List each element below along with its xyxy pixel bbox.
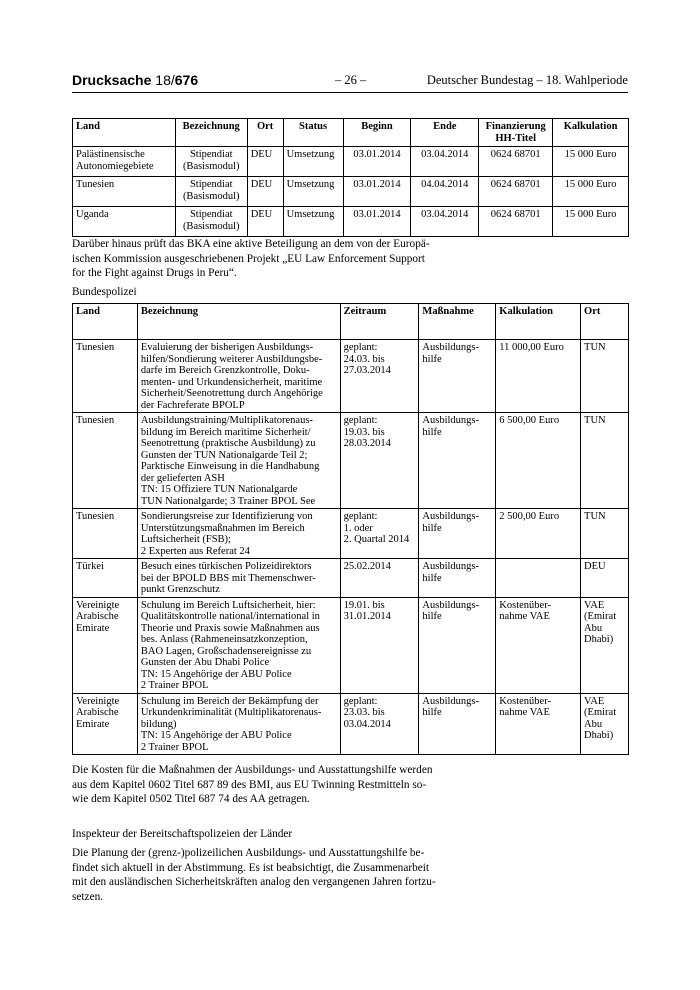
table-row bbox=[73, 413, 629, 509]
table-cell: 0624 68701 bbox=[479, 177, 553, 207]
table-cell: geplant: 19.03. bis 28.03.2014 bbox=[340, 413, 419, 509]
table-header-row bbox=[73, 304, 629, 340]
table-cell: geplant: 24.03. bis 27.03.2014 bbox=[340, 340, 419, 413]
table-cell: Sondierungsreise zur Identifizierung von Unterstützungsmaßnahmen im Bereich Luftsicherheit (FSB); 2 Experten aus Referat 24 bbox=[137, 509, 340, 559]
paragraph-planning: Die Planung der (grenz-)polizeilichen Ausbildungs- und Ausstattungshilfe be- findet sich aktuell in der Abstimmung. Es ist beabsichtigt, die Zusammenarbeit mit den ausländischen Sicherheitskräften analog den vergangenen Jahren fortzu- setzen. bbox=[72, 847, 436, 903]
publisher-line: Deutscher Bundestag – 18. Wahlperiode bbox=[426, 73, 628, 87]
column-header: Ort bbox=[581, 304, 629, 340]
table-cell: 03.01.2014 bbox=[343, 177, 411, 207]
table-cell: Vereinigte Arabische Emirate bbox=[73, 693, 138, 755]
table-cell: Ausbildungs- hilfe bbox=[419, 597, 496, 693]
table-cell: Kostenüber- nahme VAE bbox=[496, 597, 581, 693]
table-cell: Schulung im Bereich Luftsicherheit, hier: Qualitätskontrolle national/international in Theorie und Praxis sowie Maßnahmen aus bes. Anlass (Rahmeneinsatzkonzeption, BAO Lagen, Großschadensereignisse zu Gunsten der Abu Dhabi Police TN: 15 Angehörige der ABU Police 2 Trainer BPOL bbox=[137, 597, 340, 693]
table-cell: Ausbildungs- hilfe bbox=[419, 693, 496, 755]
table-cell: 6 500,00 Euro bbox=[496, 413, 581, 509]
table-cell: 11 000,00 Euro bbox=[496, 340, 581, 413]
table-cell: geplant: 23.03. bis 03.04.2014 bbox=[340, 693, 419, 755]
table-row bbox=[73, 147, 629, 177]
table-cell: DEU bbox=[247, 147, 283, 177]
table-cell: 15 000 Euro bbox=[553, 177, 629, 207]
column-header: Finanzierung HH-Titel bbox=[479, 119, 553, 147]
table-cell: Tunesien bbox=[73, 340, 138, 413]
table-cell: 2 500,00 Euro bbox=[496, 509, 581, 559]
table-cell: DEU bbox=[581, 559, 629, 598]
column-header: Status bbox=[283, 119, 343, 147]
table-cell: Stipendiat (Basismodul) bbox=[175, 177, 247, 207]
table-cell: Ausbildungs- hilfe bbox=[419, 340, 496, 413]
column-header: Kalkulation bbox=[496, 304, 581, 340]
table-row bbox=[73, 177, 629, 207]
table-cell: Tunesien bbox=[73, 509, 138, 559]
table-cell: 15 000 Euro bbox=[553, 147, 629, 177]
table-cell: Ausbildungstraining/Multiplikatorenaus- bildung im Bereich maritime Sicherheit/ Seenotrettung (praktische Ausbildung) zu Gunsten der TUN Nationalgarde Teil 2; Parktische Einweisung in die Handhabung der gelieferten ASH TN: 15 Offiziere TUN Nationalgarde TUN Nationalgarde; 3 Trainer BPOL See bbox=[137, 413, 340, 509]
column-header: Land bbox=[73, 304, 138, 340]
column-header: Bezeichnung bbox=[137, 304, 340, 340]
column-header: Maßnahme bbox=[419, 304, 496, 340]
table-cell: Schulung im Bereich der Bekämpfung der Urkundenkriminalität (Multiplikatorenaus- bildung) TN: 15 Angehörige der ABU Police 2 Trainer BPOL bbox=[137, 693, 340, 755]
column-header: Zeitraum bbox=[340, 304, 419, 340]
table-cell: 03.01.2014 bbox=[343, 147, 411, 177]
column-header: Ende bbox=[411, 119, 479, 147]
table-row bbox=[73, 340, 629, 413]
table-cell: Tunesien bbox=[73, 413, 138, 509]
table-cell: 03.04.2014 bbox=[411, 207, 479, 237]
page-number: – 26 – bbox=[335, 73, 367, 87]
table-cell: 0624 68701 bbox=[479, 207, 553, 237]
column-header: Beginn bbox=[343, 119, 411, 147]
table-cell: Uganda bbox=[73, 207, 176, 237]
table-cell: Stipendiat (Basismodul) bbox=[175, 147, 247, 177]
table-cell: Vereinigte Arabische Emirate bbox=[73, 597, 138, 693]
table-cell: TUN bbox=[581, 413, 629, 509]
table-cell: Besuch eines türkischen Polizeidirektors bei der BPOLD BBS mit Themenschwer- punkt Grenzschutz bbox=[137, 559, 340, 598]
paragraph-bka: Darüber hinaus prüft das BKA eine aktive Beteiligung an dem von der Europä- ischen Kommission ausgeschriebenen Projekt „EU Law Enforcement Support for the Fight against Drugs in Peru“. bbox=[72, 238, 430, 279]
table-row bbox=[73, 509, 629, 559]
table-cell: 19.01. bis 31.01.2014 bbox=[340, 597, 419, 693]
table-cell: Stipendiat (Basismodul) bbox=[175, 207, 247, 237]
table-cell: 04.04.2014 bbox=[411, 177, 479, 207]
table-cell bbox=[496, 559, 581, 598]
paragraph-costs: Die Kosten für die Maßnahmen der Ausbildungs- und Ausstattungshilfe werden aus dem Kapitel 0602 Titel 687 89 des BMI, aus EU Twinning Restmitteln so- wie dem Kapitel 0502 Titel 687 74 des AA getragen. bbox=[72, 764, 433, 805]
column-header: Bezeichnung bbox=[175, 119, 247, 147]
table-cell: Kostenüber- nahme VAE bbox=[496, 693, 581, 755]
table-cell: DEU bbox=[247, 207, 283, 237]
section-heading-bundespolizei: Bundespolizei bbox=[72, 286, 137, 298]
table-cell: geplant: 1. oder 2. Quartal 2014 bbox=[340, 509, 419, 559]
table-cell: TUN bbox=[581, 340, 629, 413]
table-row bbox=[73, 693, 629, 755]
table-cell: Evaluierung der bisherigen Ausbildungs- hilfen/Sondierung weiterer Ausbildungsbe- darfe im Bereich Grenzkontrolle, Doku- menten- und Urkundensicherheit, maritime Sicherheit/Seenotrettung durch Angehörige der Fachreferate BPOLP bbox=[137, 340, 340, 413]
table-cell: DEU bbox=[247, 177, 283, 207]
table-cell: Umsetzung bbox=[283, 147, 343, 177]
column-header: Ort bbox=[247, 119, 283, 147]
table-cell: Ausbildungs- hilfe bbox=[419, 509, 496, 559]
section-heading-inspekteur: Inspekteur der Bereitschaftspolizeien der Länder bbox=[72, 828, 293, 840]
column-header: Kalkulation bbox=[553, 119, 629, 147]
column-header: Land bbox=[73, 119, 176, 147]
table-cell: Ausbildungs- hilfe bbox=[419, 559, 496, 598]
table-cell: TUN bbox=[581, 509, 629, 559]
table-cell: Palästinensische Autonomiegebiete bbox=[73, 147, 176, 177]
table-row bbox=[73, 559, 629, 598]
table-cell: Tunesien bbox=[73, 177, 176, 207]
table-cell: 15 000 Euro bbox=[553, 207, 629, 237]
table-cell: VAE (Emirat Abu Dhabi) bbox=[581, 597, 629, 693]
table-row bbox=[73, 597, 629, 693]
table-cell: VAE (Emirat Abu Dhabi) bbox=[581, 693, 629, 755]
bundespolizei-table bbox=[72, 303, 629, 755]
table-cell: Türkei bbox=[73, 559, 138, 598]
table-cell: Ausbildungs- hilfe bbox=[419, 413, 496, 509]
page-header bbox=[72, 70, 628, 93]
table-cell: Umsetzung bbox=[283, 207, 343, 237]
table-cell: Umsetzung bbox=[283, 177, 343, 207]
table-cell: 03.01.2014 bbox=[343, 207, 411, 237]
table-cell: 25.02.2014 bbox=[340, 559, 419, 598]
table-cell: 0624 68701 bbox=[479, 147, 553, 177]
table-cell: 03.04.2014 bbox=[411, 147, 479, 177]
table-header-row bbox=[73, 119, 629, 147]
table-row bbox=[73, 207, 629, 237]
bka-table bbox=[72, 118, 629, 237]
document-number: Drucksache 18/676 bbox=[72, 72, 199, 88]
